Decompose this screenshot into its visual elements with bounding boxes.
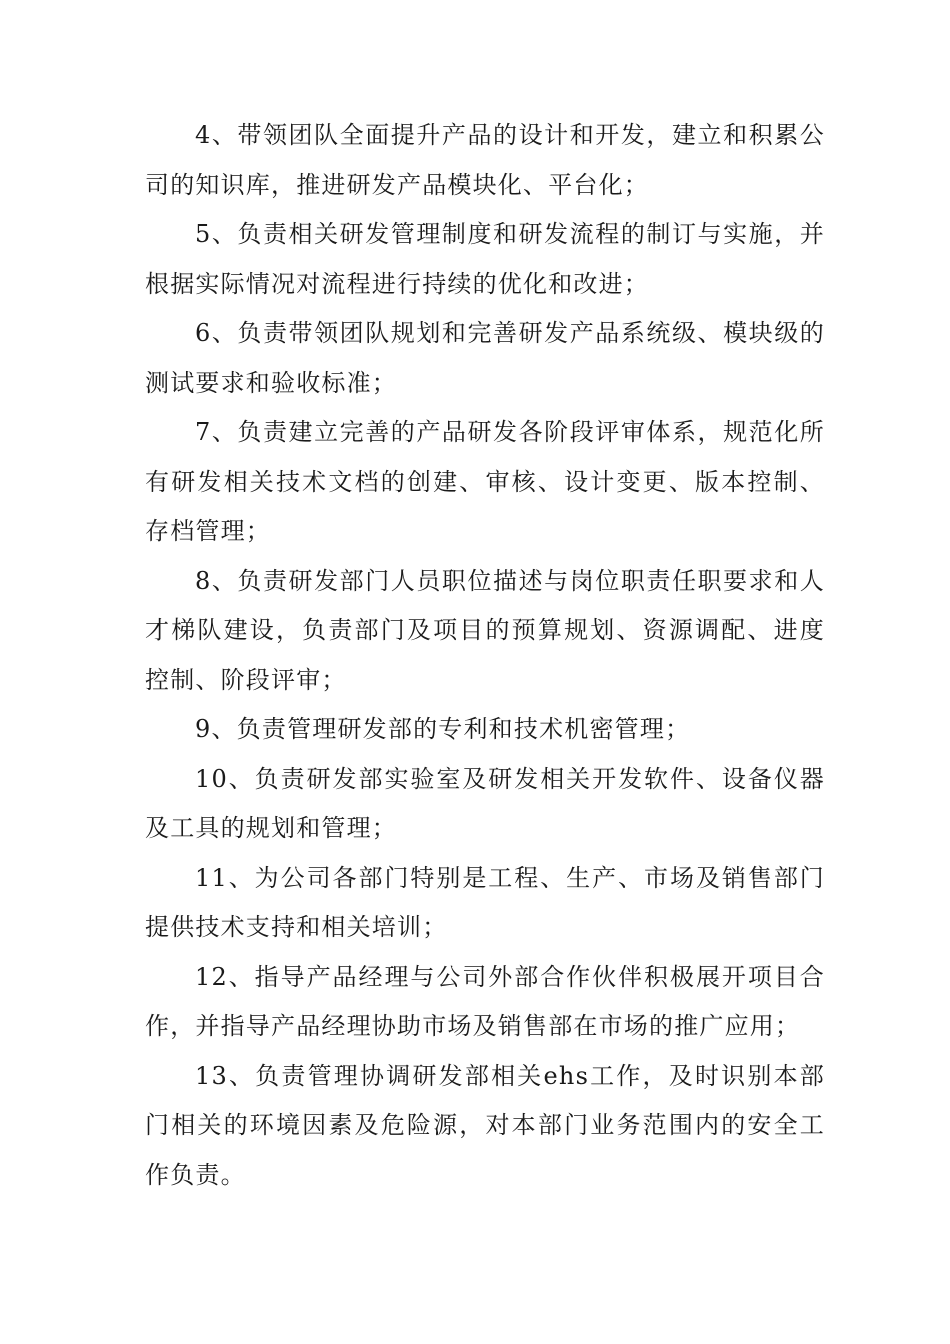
paragraph-item-5: 5、负责相关研发管理制度和研发流程的制订与实施，并根据实际情况对流程进行持续的优化和改进； bbox=[145, 220, 825, 298]
paragraph-item-7: 7、负责建立完善的产品研发各阶段评审体系，规范化所有研发相关技术文档的创建、审核、设计变更、版本控制、存档管理； bbox=[145, 418, 825, 545]
paragraph-item-12: 12、指导产品经理与公司外部合作伙伴积极展开项目合作，并指导产品经理协助市场及销售部在市场的推广应用； bbox=[145, 962, 825, 1040]
paragraph-item-4: 4、带领团队全面提升产品的设计和开发，建立和积累公司的知识库，推进研发产品模块化、平台化； bbox=[145, 121, 825, 199]
paragraph-item-6: 6、负责带领团队规划和完善研发产品系统级、模块级的测试要求和验收标准； bbox=[145, 319, 825, 397]
paragraph-item-11: 11、为公司各部门特别是工程、生产、市场及销售部门提供技术支持和相关培训； bbox=[145, 863, 825, 941]
paragraph-item-13: 13、负责管理协调研发部相关ehs工作，及时识别本部门相关的环境因素及危险源，对本部门业务范围内的安全工作负责。 bbox=[145, 1061, 825, 1189]
paragraph-item-8: 8、负责研发部门人员职位描述与岗位职责任职要求和人才梯队建设，负责部门及项目的预算规划、资源调配、进度控制、阶段评审； bbox=[145, 566, 825, 694]
document-body bbox=[145, 111, 825, 1200]
paragraph-item-10: 10、负责研发部实验室及研发相关开发软件、设备仪器及工具的规划和管理； bbox=[145, 764, 825, 842]
paragraph-item-9: 9、负责管理研发部的专利和技术机密管理； bbox=[195, 715, 691, 743]
